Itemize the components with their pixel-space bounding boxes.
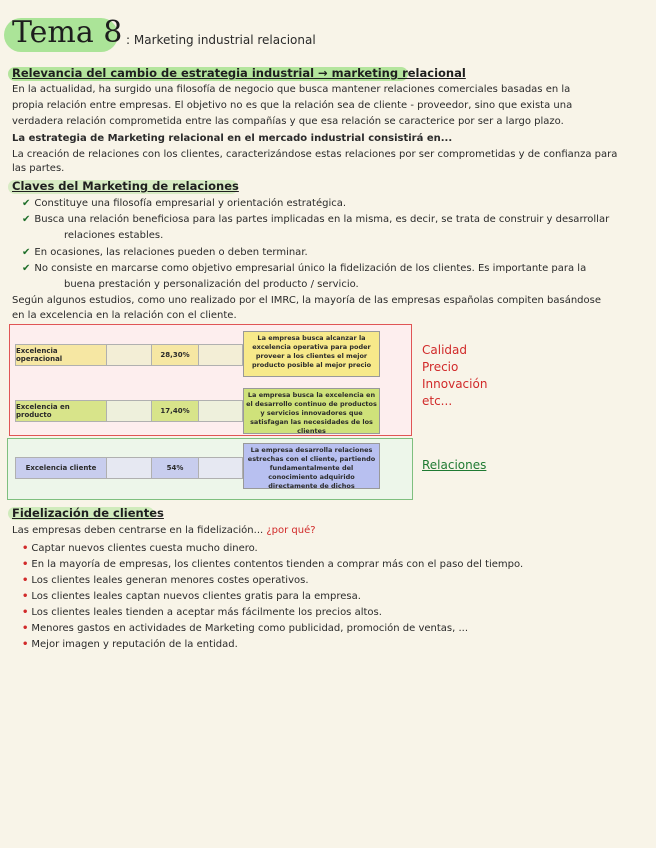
table-row [15,457,243,479]
row-label: Excelencia en producto [16,401,107,421]
s1-line: las partes. [12,163,65,174]
row-value: 54% [152,458,199,478]
row-value: 17,40% [152,401,199,421]
row-spacer [107,345,152,365]
side-note-red: Calidad [422,343,467,357]
row-label: Excelencia operacional [16,345,107,365]
section1-heading: Relevancia del cambio de estrategia industrial → marketing relacional [12,66,466,80]
list-item-continued: buena prestación y personalización del producto / servicio. [64,279,359,290]
table-row [15,400,243,422]
s1-line: propia relación entre empresas. El objetivo no es que la relación sea de cliente - proveedor, sino que exista una [12,100,573,111]
side-note-red: Innovación [422,377,488,391]
section2-heading: Claves del Marketing de relaciones [12,179,239,193]
check-icon: ✔ [22,214,31,225]
list-item: ✔ Constituye una filosofía empresarial y orientación estratégica. [22,198,347,209]
s1-line: La estrategia de Marketing relacional en el mercado industrial consistirá en... [12,133,453,144]
s1-line: La creación de relaciones con los clientes, caracterizándose estas relaciones por ser comprometidas y de confianza para [12,149,618,160]
bullet-icon: • [22,639,29,650]
side-note-red: Precio [422,360,459,374]
row-spacer [199,345,242,365]
list-item: ✔ En ocasiones, las relaciones pueden o deben terminar. [22,247,308,258]
list-item: ✔ Busca una relación beneficiosa para las partes implicadas en la misma, es decir, se trata de construir y desarrollar [22,214,610,225]
list-item: • Captar nuevos clientes cuesta mucho dinero. [22,543,258,554]
side-note-green: Relaciones [422,458,487,472]
s3-intro: Las empresas deben centrarse en la fidelización... ¿por qué? [12,525,316,536]
s2-para: en la excelencia en la relación con el cliente. [12,310,237,321]
row-spacer [199,458,242,478]
s1-line: En la actualidad, ha surgido una filosofía de negocio que busca mantener relaciones comerciales basadas en la [12,84,571,95]
row-spacer [107,458,152,478]
page-subtitle: : Marketing industrial relacional [126,33,316,47]
list-item: • Los clientes leales captan nuevos clientes gratis para la empresa. [22,591,361,602]
s3-question: ¿por qué? [266,525,316,536]
bullet-icon: • [22,607,29,618]
list-item-continued: relaciones estables. [64,230,164,241]
row-label: Excelencia cliente [16,458,107,478]
list-item: • Los clientes leales generan menores costes operativos. [22,575,309,586]
bullet-icon: • [22,591,29,602]
s1-line: verdadera relación comprometida entre las compañías y que esa relación se caracterice por ser a largo plazo. [12,116,564,127]
row-description: La empresa busca la excelencia en el desarrollo continuo de productos y servicios innovadores que satisfagan las necesidades de los clientes [243,388,380,434]
list-item: • Mejor imagen y reputación de la entidad. [22,639,238,650]
row-spacer [107,401,152,421]
bullet-icon: • [22,559,29,570]
bullet-icon: • [22,543,29,554]
check-icon: ✔ [22,247,31,258]
check-icon: ✔ [22,198,31,209]
list-item: • Los clientes leales tienden a aceptar más fácilmente los precios altos. [22,607,382,618]
list-item: • En la mayoría de empresas, los clientes contentos tienden a comprar más con el paso del tiempo. [22,559,524,570]
table-row [15,344,243,366]
row-description: La empresa desarrolla relaciones estrechas con el cliente, partiendo fundamentalmente del conocimiento adquirido directamente de dichos [243,443,380,489]
side-note-red: etc... [422,394,453,408]
row-spacer [199,401,242,421]
row-value: 28,30% [152,345,199,365]
check-icon: ✔ [22,263,31,274]
s2-para: Según algunos estudios, como uno realizado por el IMRC, la mayoría de las empresas españolas compiten basándose [12,295,601,306]
bullet-icon: • [22,623,29,634]
bullet-icon: • [22,575,29,586]
page-title: Tema 8 [12,15,123,50]
section3-heading: Fidelización de clientes [12,506,164,520]
row-description: La empresa busca alcanzar la excelencia operativa para poder proveer a los clientes el mejor producto posible al mejor precio [243,331,380,377]
list-item: • Menores gastos en actividades de Marketing como publicidad, promoción de ventas, ... [22,623,469,634]
list-item: ✔ No consiste en marcarse como objetivo empresarial único la fidelización de los clientes. Es importante para la [22,263,587,274]
